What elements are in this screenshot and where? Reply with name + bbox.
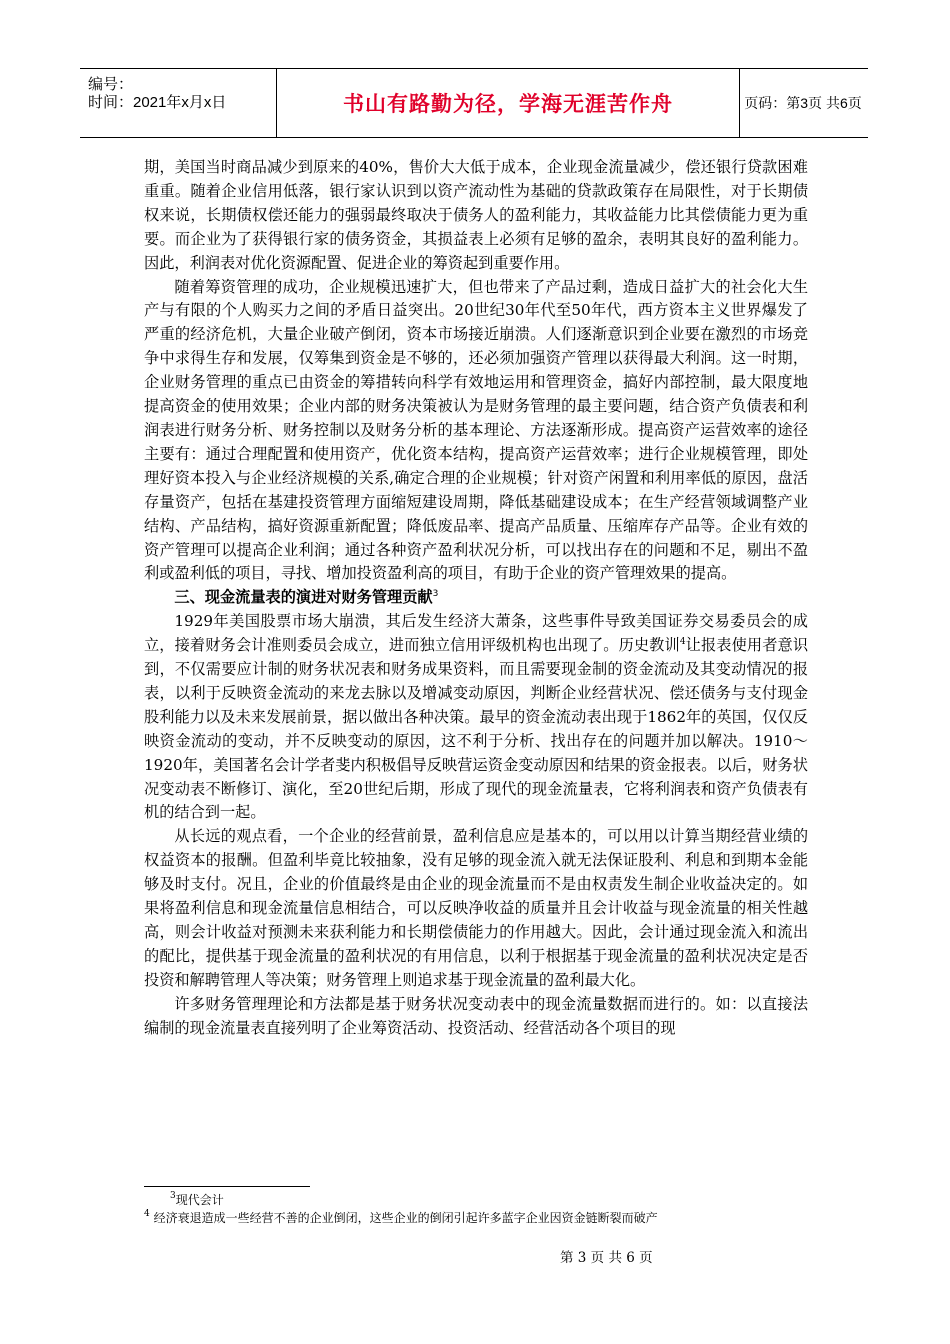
footnote-3-mark: 3 [170, 1191, 176, 1201]
footnote-ref-3[interactable]: 3 [432, 589, 439, 600]
footnote-4-text: 经济衰退造成一些经营不善的企业倒闭，这些企业的倒闭引起许多蓝字企业因资金链断裂而破产 [153, 1211, 658, 1225]
footnote-4 [144, 1209, 808, 1227]
page-header [80, 68, 868, 138]
header-page-cell [738, 69, 868, 137]
paragraph-3 [144, 610, 808, 825]
header-page-label: 页码：第3页 共6页 [744, 95, 862, 111]
paragraph-3-part-a: 1929年美国股票市场大崩溃，其后发生经济大萧条，这些事件导致美国证券交易委员会的成立，接着财务会计准则委员会成立，进而独立信用评级机构也出现了。历史教训 [144, 612, 808, 655]
paragraph-2: 随着筹资管理的成功，企业规模迅速扩大，但也带来了产品过剩，造成日益扩大的社会化大生产与有限的个人购买力之间的矛盾日益突出。20世纪30年代至50年代，西方资本主义世界爆发了严重的经济危机，大量企业破产倒闭，资本市场接近崩溃。人们逐渐意识到企业要在激烈的市场竞争中求得生存和发展，仅筹集到资金是不够的，还必须加强资产管理以获得最大利润。这一时期，企业财务管理的重点已由资金的筹措转向科学有效地运用和管理资金，搞好内部控制，最大限度地提高资金的使用效果；企业内部的财务决策被认为是财务管理的最主要问题，结合资产负债表和利润表进行财务分析、财务控制以及财务分析的基本理论、方法逐渐形成。提高资产运营效率的途径主要有：通过合理配置和使用资产，优化资本结构，提高资产运营效率；进行企业规模管理，即处理好资本投入与企业经济规模的关系,确定合理的企业规模；针对资产闲置和利用率低的原因，盘活存量资产，包括在基建投资管理方面缩短建设周期，降低基础建设成本；在生产经营领域调整产业结构、产品结构，搞好资源重新配置；降低废品率、提高产品质量、压缩库存产品等。企业有效的资产管理可以提高企业利润；通过各种资产盈利状况分析，可以找出存在的问题和不足，剔出不盈利或盈利低的项目，寻找、增加投资盈利高的项目，有助于企业的资产管理效果的提高。 [144, 277, 808, 583]
paragraph-1: 期，美国当时商品减少到原来的40%，售价大大低于成本，企业现金流量减少，偿还银行贷款困难重重。随着企业信用低落，银行家认识到以资产流动性为基础的贷款政策存在局限性，对于长期债权来说，长期债权偿还能力的强弱最终取决于债务人的盈利能力，其收益能力比其偿债能力更为重要。而企业为了获得银行家的债务资金，其损益表上必须有足够的盈余，表明其良好的盈利能力。因此，利润表对优化资源配置、促进企业的筹资起到重要作用。 [144, 158, 808, 272]
code-label: 编号： [88, 76, 134, 93]
paragraph-4: 从长远的观点看，一个企业的经营前景，盈利信息应是基本的，可以用以计算当期经营业绩的权益资本的报酬。但盈利毕竟比较抽象，没有足够的现金流入就无法保证股利、利息和到期本金能够及时支付。况且，企业的价值最终是由企业的现金流量而不是由权责发生制企业收益决定的。如果将盈利信息和现金流量信息相结合，可以反映净收益的质量并且会计收益与现金流量的相关性越高，则会计收益对预测未来获利能力和长期偿债能力的作用越大。因此，会计通过现金流入和流出的配比，提供基于现金流量的盈利状况的有用信息，以利于根据基于现金流量的盈利状况决定是否投资和解聘管理人等决策；财务管理上则追求基于现金流量的盈利最大化。 [144, 827, 808, 989]
section-heading-text: 三、现金流量表的演进对财务管理贡献 [174, 588, 433, 607]
paragraph-5: 许多财务管理理论和方法都是基于财务状况变动表中的现金流量数据而进行的。如：以直接法编制的现金流量表直接列明了企业筹资活动、投资活动、经营活动各个项目的现 [144, 994, 808, 1037]
document-body [144, 156, 808, 1041]
header-info-cell [80, 69, 276, 137]
motto-text: 书山有路勤为径，学海无涯苦作舟 [343, 92, 673, 116]
footnote-3 [144, 1191, 808, 1209]
page-number: 第 3 页 共 6 页 [560, 1250, 653, 1266]
footnote-ref-4[interactable]: 4 [679, 637, 686, 648]
paragraph-3-part-b: 让报表使用者意识到，不仅需要应计制的财务状况表和财务成果资料，而且需要现金制的资金流动及其变动情况的报表，以利于反映资金流动的来龙去脉以及增减变动原因，判断企业经营状况、偿还债务与支付现金股利能力以及未来发展前景，据以做出各种决策。最早的资金流动表出现于1862年的英国，仅仅反映资金流动的变动，并不反映变动的原因，这不利于分析、找出存在的问题并加以解决。1910～1920年，美国著名会计学者斐内积极倡导反映营运资金变动原因和结果的资金报表。以后，财务状况变动表不断修订、演化，至20世纪后期，形成了现代的现金流量表，它将利润表和资产负债表有机的结合到一起。 [144, 636, 809, 822]
section-heading [144, 586, 808, 610]
header-motto-cell [276, 69, 740, 137]
footnote-4-mark: 4 [144, 1209, 150, 1219]
footnote-separator [144, 1186, 310, 1187]
footnote-3-text: 现代会计 [175, 1193, 224, 1207]
footnotes [144, 1191, 808, 1227]
time-label: 时间：2021年x月x日 [88, 94, 227, 111]
